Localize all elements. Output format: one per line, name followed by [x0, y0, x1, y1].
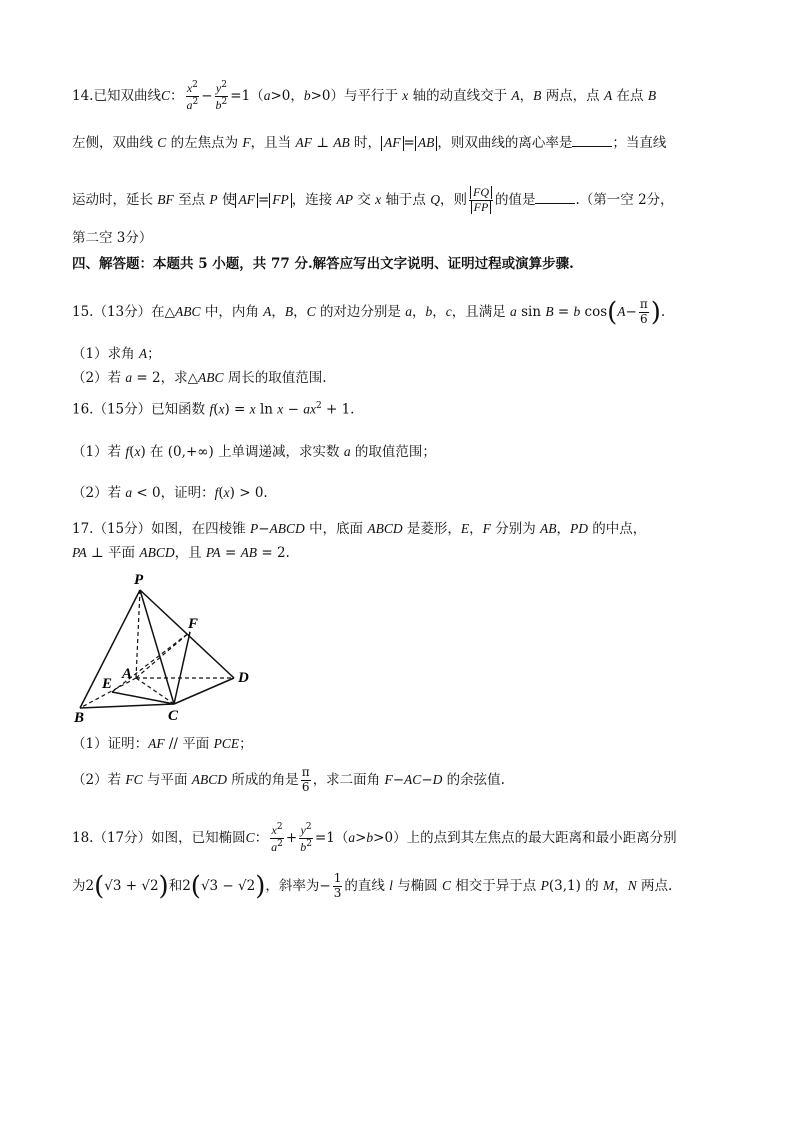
label-c: C [168, 708, 179, 724]
q18-stem-line1: 18.（17分）如图，已知椭圆C： $\frac{x^2}{a^2}$ + $\frac{y^2}{b^2}$ =1（a>b>0）上的点到其左焦点的最大距离和最小距离分别 [72, 822, 677, 854]
q17-part2: （2）若 FC 与平面 ABCD 所成的角是 $\frac{\pi}{6}$ ，求二面角 F−AC−D 的余弦值. [72, 765, 505, 794]
section-4-heading: 四、解答题：本题共 5 小题，共 77 分.解答应写出文字说明、证明过程或演算步骤. [72, 256, 574, 272]
q16-part1: （1）若 f(x) 在 (0,+∞) 上单调递减，求实数 a 的取值范围； [72, 444, 436, 460]
pyramid-diagram [70, 568, 260, 728]
q15-part1: （1）求角 A； [72, 346, 161, 362]
label-f: F [188, 616, 199, 632]
q15-stem: 15.（13分）在△ABC 中，内角 A，B，C 的对边分别是 a，b，c，且满足 a sin B = b cos(A− $\frac{\pi}{6}$ ). [72, 297, 666, 328]
q18-stem-line2: 为2(√3 + √2)和2(√3 − √2)，斜率为− $\frac{1}{3}$ 的直线 l 与椭圆 C 相交于异于点 P(3,1) 的 M，N 两点. [72, 871, 673, 902]
q16-stem: 16.（15分）已知函数 f(x) = x $\ln x - ax^2 + 1$. [72, 401, 355, 418]
label-e: E [102, 676, 113, 692]
label-p: P [134, 572, 144, 588]
q17-stem-line2: PA ⊥ 平面 ABCD，且 PA = AB = 2. [72, 545, 290, 561]
q15-part2: （2）若 a = 2，求△ABC 周长的取值范围. [72, 370, 327, 386]
answer-blank-1[interactable] [572, 136, 612, 147]
label-d: D [238, 670, 249, 686]
q14-line3: 运动时，延长 BF 至点 P 使 AF = FP ，连接 AP 交 x 轴于点 Q，则 $\frac{FQ}{FP}$ 的值是 .（第一空 2分， [72, 185, 674, 214]
q17-part1: （1）证明：AF // 平面 PCE； [72, 736, 253, 752]
q17-stem-line1: 17.（15分）如图，在四棱锥 P−ABCD 中，底面 ABCD 是菱形，E，F 分别为 AB，PD 的中点， [72, 521, 647, 537]
q14-line4: 第二空 3分） [72, 230, 153, 246]
q14-line2: 左侧，双曲线 C 的左焦点为 F，且当 AF ⊥ AB 时， AF = AB ，则双曲线的离心率是 ；当直线 [72, 135, 667, 151]
label-b: B [74, 710, 85, 726]
q14-line1: 14.已知双曲线C： $\frac{x^2}{a^2}$ − $\frac{y^2}{b^2}$ =1（a>0，b>0）与平行于 x 轴的动直线交于 A，B 两点，点 A 在点 B [72, 80, 657, 112]
q16-part2: （2）若 a < 0，证明：f(x) > 0. [72, 485, 268, 501]
pyramid-figure [70, 568, 260, 732]
answer-blank-2[interactable] [535, 193, 575, 204]
label-a: A [122, 666, 133, 682]
